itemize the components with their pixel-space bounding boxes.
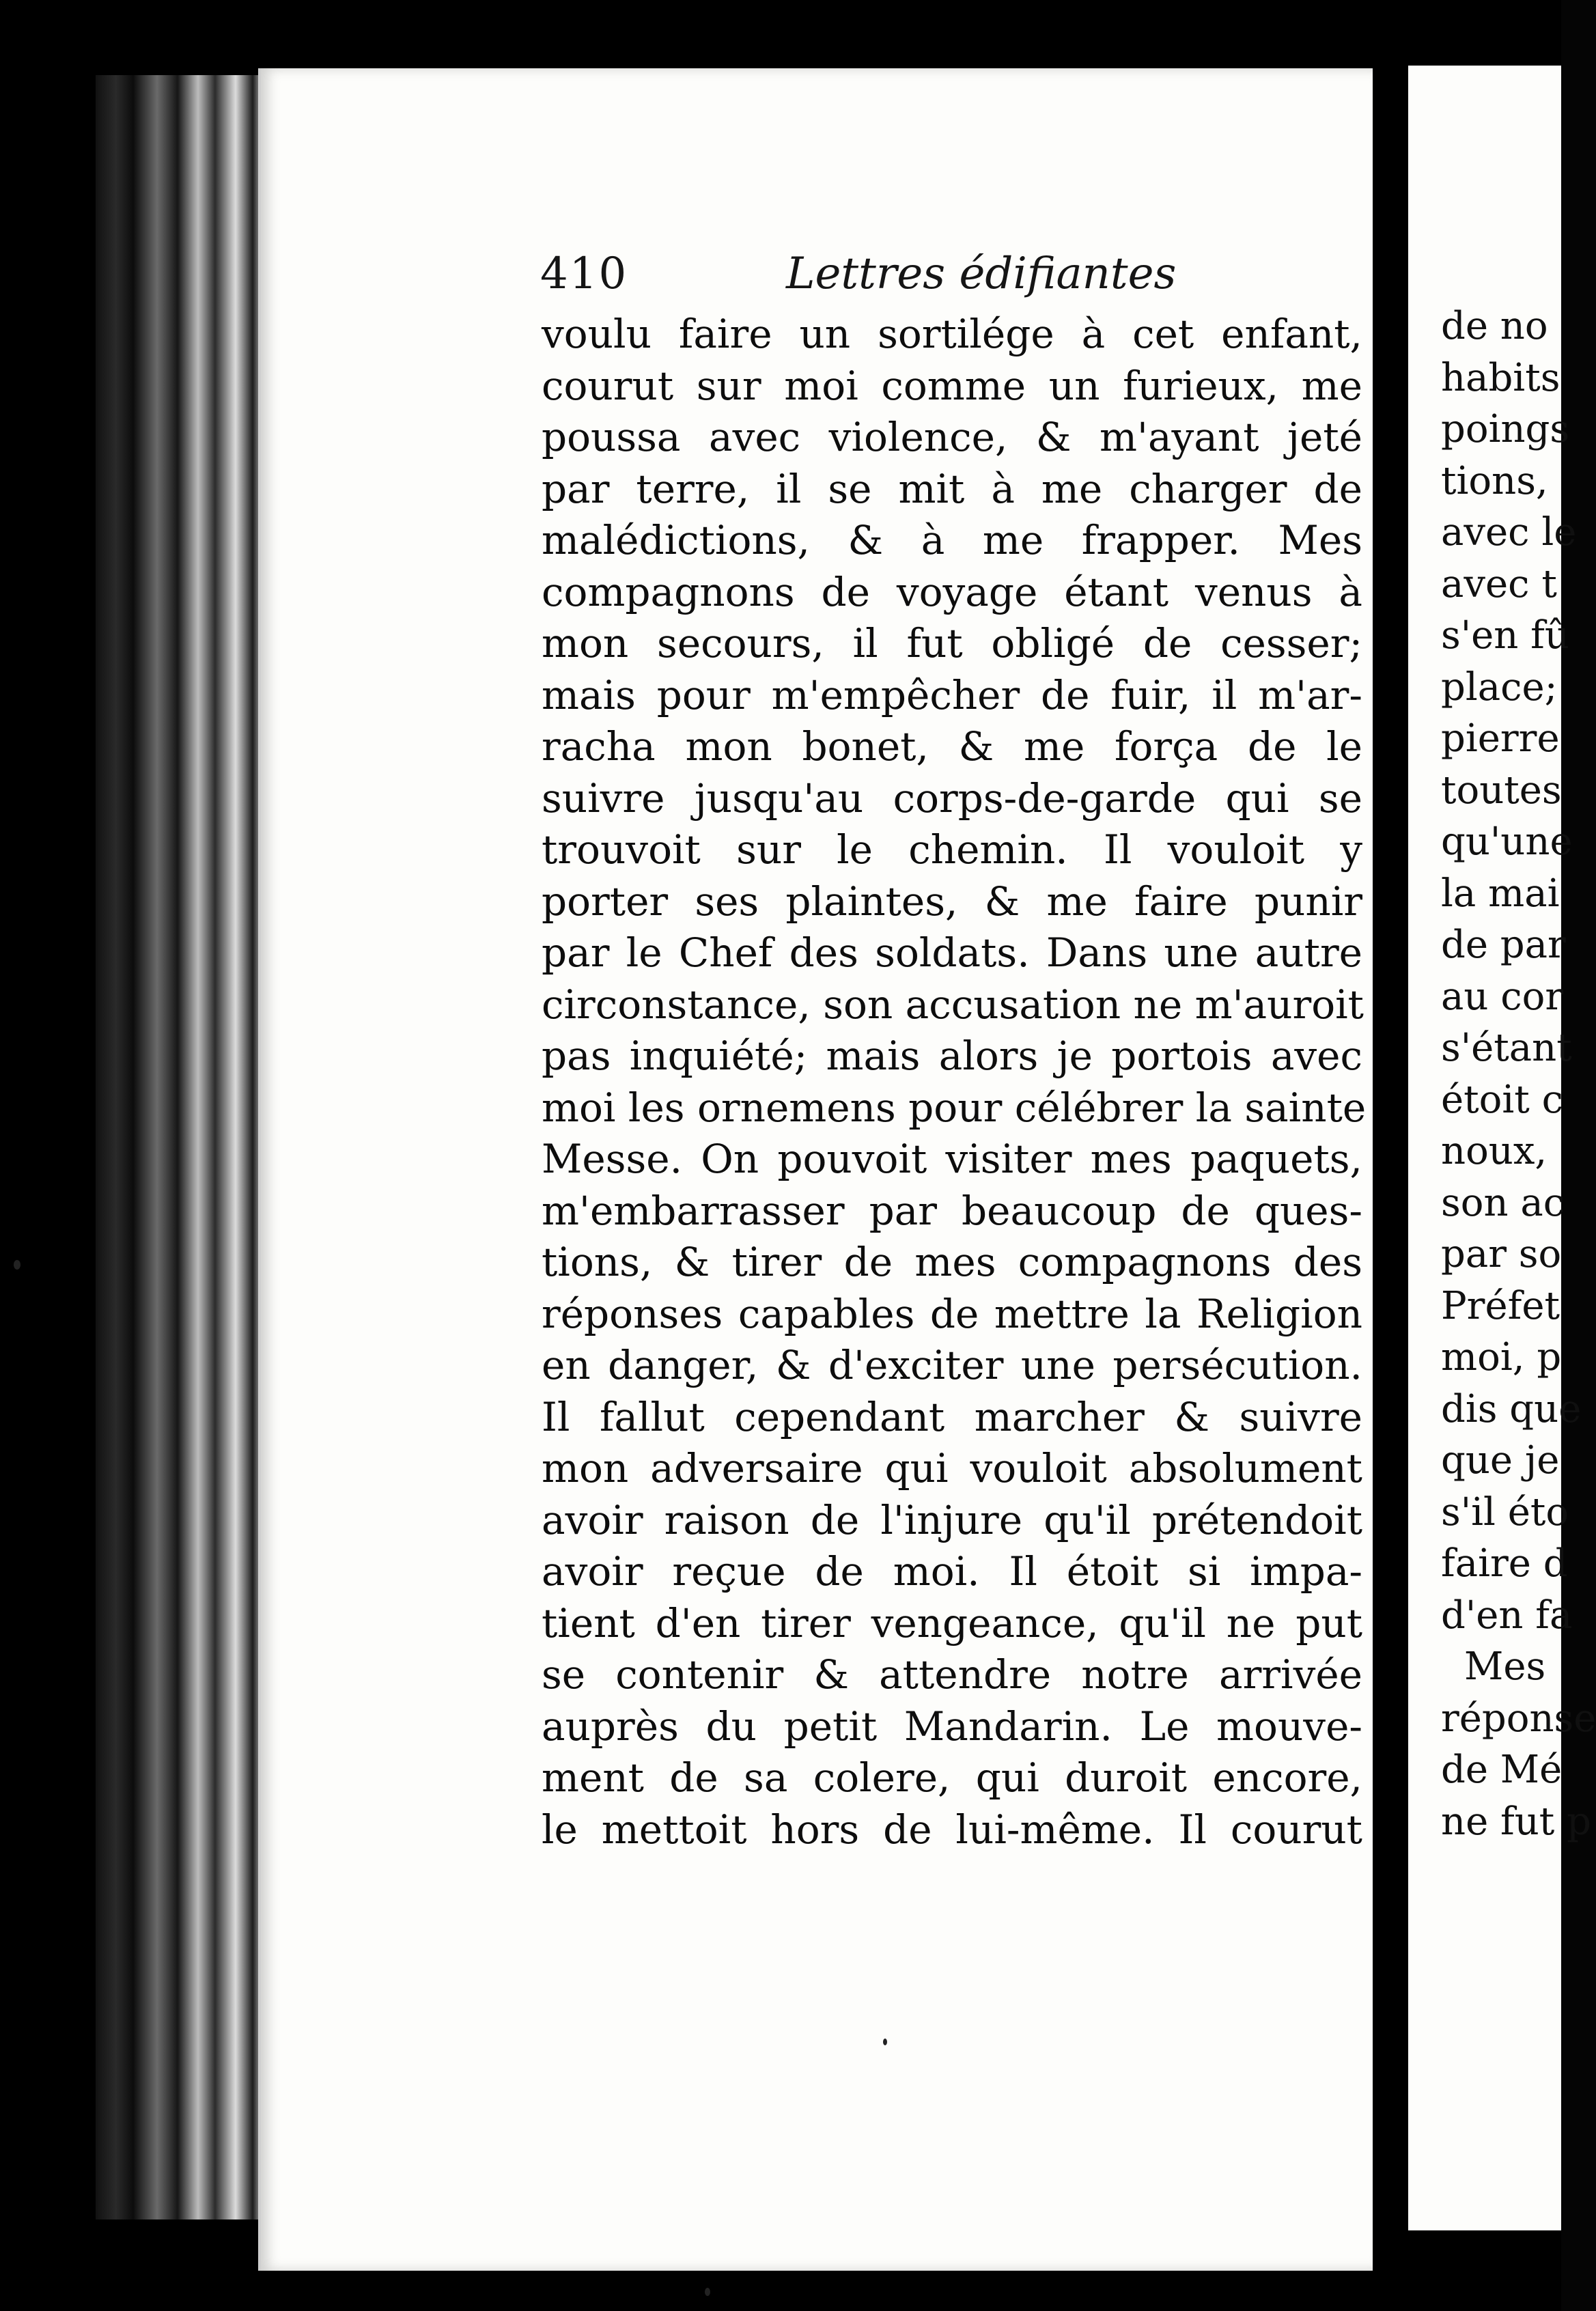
facing-line: réponse <box>1441 1696 1596 1741</box>
facing-line: toutes <box>1441 768 1562 813</box>
facing-line: pierre <box>1441 716 1560 761</box>
facing-line: son ac <box>1441 1180 1565 1225</box>
page-gutter <box>1373 68 1408 2271</box>
text-line: poussa avec violence, & m'ayant jeté <box>542 414 1362 460</box>
facing-line: Préfet <box>1441 1283 1560 1328</box>
text-line: par le Chef des soldats. Dans une autre <box>542 929 1362 976</box>
facing-line: d'en fa <box>1441 1593 1573 1638</box>
text-line: pas inquiété; mais alors je portois avec <box>542 1033 1362 1079</box>
text-line: en danger, & d'exciter une persécution. <box>542 1342 1362 1388</box>
text-line: Il fallut cependant marcher & suivre <box>542 1393 1362 1440</box>
text-line: voulu faire un sortilége à cet enfant, <box>542 311 1362 357</box>
facing-line: Mes <box>1464 1644 1546 1689</box>
text-line: trouvoit sur le chemin. Il vouloit y <box>542 826 1362 873</box>
text-line: moi les ornemens pour célébrer la sainte <box>542 1084 1367 1131</box>
facing-line: au cor <box>1441 974 1564 1019</box>
facing-line: qu'une <box>1441 820 1573 864</box>
facing-line: de no <box>1441 304 1548 348</box>
text-line: racha mon bonet, & me força de le <box>542 723 1362 770</box>
text-line: ment de sa colere, qui duroit encore, <box>542 1754 1362 1801</box>
facing-line: tions, <box>1441 458 1548 503</box>
running-head <box>540 243 1367 305</box>
facing-line: avec le <box>1441 510 1577 555</box>
text-line: Messe. On pouvoit visiter mes paquets, <box>542 1136 1362 1182</box>
facing-line: habits <box>1441 355 1560 400</box>
text-line: par terre, il se mit à me charger de <box>542 465 1362 512</box>
facing-line: s'étant <box>1441 1026 1572 1070</box>
facing-line: de Mé <box>1441 1748 1563 1792</box>
text-line: m'embarrasser par beaucoup de ques- <box>542 1187 1362 1234</box>
text-line: circonstance, son accusation ne m'auroit <box>542 981 1364 1028</box>
facing-line: poings <box>1441 407 1570 451</box>
facing-line: ne fut p <box>1441 1799 1591 1844</box>
facing-line: que je <box>1441 1438 1560 1483</box>
facing-line: étoit c <box>1441 1077 1563 1122</box>
facing-line: par so <box>1441 1232 1562 1276</box>
facing-line: s'il éto <box>1441 1489 1569 1535</box>
text-line: réponses capables de mettre la Religion <box>542 1290 1362 1337</box>
text-line: tions, & tirer de mes compagnons des <box>542 1239 1362 1285</box>
text-line: mon adversaire qui vouloit absolument <box>542 1445 1362 1491</box>
facing-page-text <box>1441 300 1596 1847</box>
text-line: le mettoit hors de lui-même. Il courut <box>542 1806 1362 1853</box>
facing-line: noux, <box>1441 1129 1548 1173</box>
text-line: se contenir & attendre notre arrivée <box>542 1651 1362 1698</box>
text-line: suivre jusqu'au corps-de-garde qui se <box>542 774 1362 822</box>
text-line: auprès du petit Mandarin. Le mouve- <box>542 1703 1362 1750</box>
text-line: mais pour m'empêcher de fuir, il m'ar- <box>542 671 1362 718</box>
page-number: 410 <box>540 249 628 299</box>
dust-speck <box>883 2039 887 2045</box>
running-title: Lettres édifiantes <box>786 249 1177 299</box>
text-line: avoir reçue de moi. Il étoit si impa- <box>542 1548 1362 1595</box>
facing-line: la mai <box>1441 871 1560 916</box>
book-spine-shadow <box>96 75 266 2219</box>
facing-line: place; <box>1441 664 1558 710</box>
text-line: tient d'en tirer vengeance, qu'il ne put <box>542 1599 1362 1647</box>
dust-speck <box>705 2288 710 2296</box>
text-line: malédictions, & à me frapper. Mes <box>542 517 1362 563</box>
text-line: porter ses plaintes, & me faire punir <box>542 878 1362 925</box>
facing-line: s'en fû <box>1441 613 1569 658</box>
dust-speck <box>14 1260 20 1270</box>
text-line: courut sur moi comme un furieux, me <box>542 362 1362 409</box>
facing-line: moi, p <box>1441 1335 1562 1379</box>
text-line: mon secours, il fut obligé de cesser; <box>542 620 1362 667</box>
facing-line: avec t <box>1441 561 1557 606</box>
facing-line: de par <box>1441 923 1566 967</box>
text-line: compagnons de voyage étant venus à <box>542 568 1362 615</box>
text-line: avoir raison de l'injure qu'il prétendoit <box>542 1496 1362 1543</box>
main-text-block <box>542 309 1367 1855</box>
facing-line: faire d <box>1441 1541 1568 1586</box>
facing-line: dis que <box>1441 1386 1582 1431</box>
